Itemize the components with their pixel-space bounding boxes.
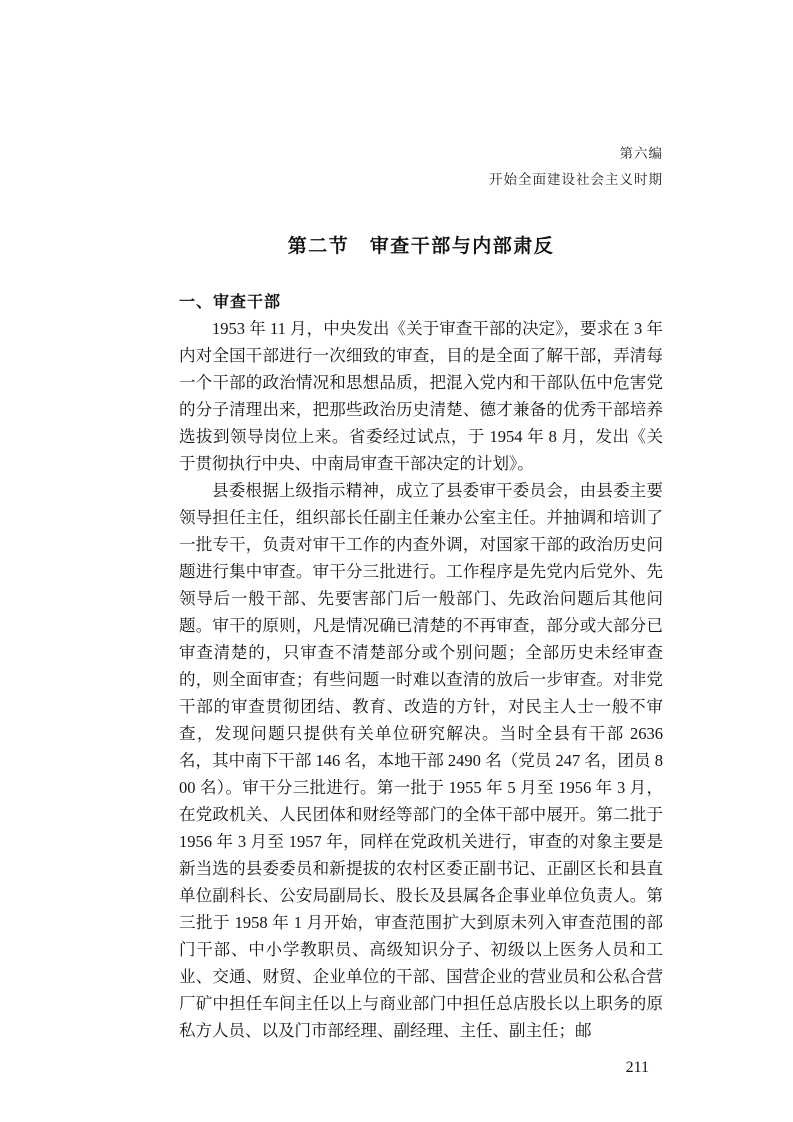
document-page [179,0,663,1077]
body-paragraph-2: 县委根据上级指示精神，成立了县委审干委员会，由县委主要领导担任主任，组织部长任副主任兼办公室主任。并抽调和培训了一批专干，负责对审干工作的内查外调，对国家干部的政治历史问题进行集中审查。审干分三批进行。工作程序是先党内后党外、先领导后一般干部、先要害部门后一般部门、先政治问题后其他问题。审干的原则，凡是情况确已清楚的不再审查，部分或大部分已审查清楚的，只审查不清楚部分或个别问题；全部历史未经审查的，则全面审查；有些问题一时难以查清的放后一步审查。对非党干部的审查贯彻团结、教育、改造的方针，对民主人士一般不审查，发现问题只提供有关单位研究解决。当时全县有干部 2636 名，其中南下干部 146 名，本地干部 2490 名（党员 247 名，团员 800 名）。审干分三批进行。第一批于 1955 年 5 月至 1956 年 3 月，在党政机关、人民团体和财经等部门的全体干部中展开。第二批于 1956 年 3 月至 1957 年，同样在党政机关进行，审查的对象主要是新当选的县委委员和新提拔的农村区委正副书记、正副区长和县直单位副科长、公安局副局长、股长及县属各企事业单位负责人。第三批于 1958 年 1 月开始，审查范围扩大到原未列入审查范围的部门干部、中小学教职员、高级知识分子、初级以上医务人员和工业、交通、财贸、企业单位的干部、国营企业的营业员和公私合营厂矿中担任车间主任以上与商业部门中担任总店股长以上职务的原私方人员、以及门市部经理、副经理、主任、副主任；邮 [179,481,663,1040]
header-period-label: 开始全面建设社会主义时期 [489,172,663,187]
header-volume-label: 第六编 [619,146,663,161]
body-paragraph-1: 1953 年 11 月，中央发出《关于审查干部的决定》，要求在 3 年内对全国干部进行一次细致的审查，目的是全面了解干部，弄清每一个干部的政治情况和思想品质，把混入党内和干部队伍中危害党的分子清理出来，把那些政治历史清楚、德才兼备的优秀干部培养选拔到领导岗位上来。省委经过试点，于 1954 年 8 月，发出《关于贯彻执行中央、中南局审查干部决定的计划》。 [179,319,663,473]
page-header [179,0,663,193]
section-title: 第二节 审查干部与内部肃反 [287,236,555,257]
page-number: 211 [625,1059,649,1076]
subsection-heading: 一、审查干部 [179,294,282,311]
